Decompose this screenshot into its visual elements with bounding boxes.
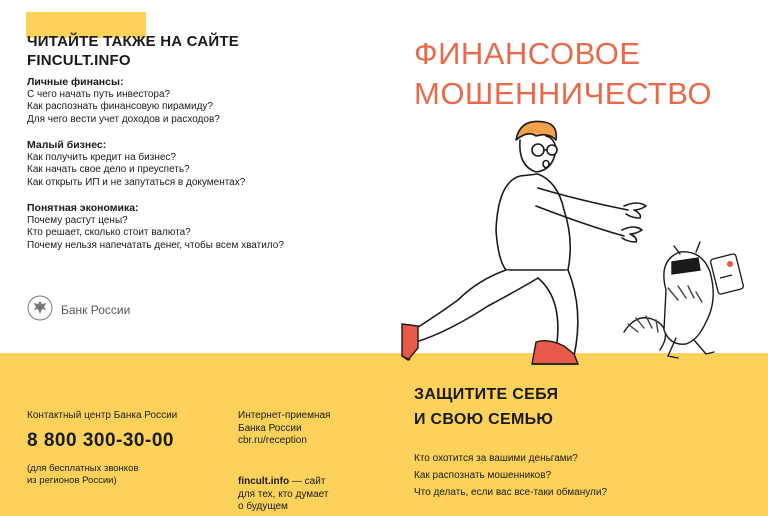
phone-number[interactable]: 8 800 300-30-00 bbox=[27, 430, 174, 451]
list-item: Почему растут цены? bbox=[27, 214, 128, 226]
contact-center-label: Контактный центр Банка России bbox=[27, 410, 178, 421]
fincult-rest3: о будущем bbox=[238, 501, 288, 512]
section-heading: Малый бизнес: bbox=[27, 139, 107, 151]
list-item: Что делать, если вас все-таки обманули? bbox=[414, 487, 608, 498]
list-item: Для чего вести учет доходов и расходов? bbox=[27, 113, 220, 125]
fincult-link[interactable]: fincult.info bbox=[238, 476, 290, 487]
raccoon-figure bbox=[624, 242, 714, 358]
reception-link[interactable]: cbr.ru/reception bbox=[238, 435, 307, 446]
list-item: Как начать свое дело и преуспеть? bbox=[27, 164, 190, 175]
main-title-line2: МОШЕННИЧЕСТВО bbox=[414, 76, 712, 111]
section-heading: Личные финансы: bbox=[27, 76, 124, 88]
fincult-note bbox=[238, 476, 358, 514]
read-more-title bbox=[27, 32, 239, 70]
protect-line2: И СВОЮ СЕМЬЮ bbox=[414, 411, 554, 428]
free-note-line2: из регионов России) bbox=[27, 475, 117, 486]
section-heading: Понятная экономика: bbox=[27, 202, 139, 214]
fincult-rest2: для тех, кто думает bbox=[238, 488, 329, 500]
list-item: Кто решает, сколько стоит валюта? bbox=[27, 227, 191, 238]
read-more-line2: FINCULT.INFO bbox=[27, 52, 131, 69]
protect-heading bbox=[414, 382, 714, 432]
main-title bbox=[414, 34, 712, 114]
list-item: Кто охотится за вашими деньгами? bbox=[414, 453, 578, 464]
list-item: Как получить кредит на бизнес? bbox=[27, 151, 176, 163]
main-title-line1: ФИНАНСОВОЕ bbox=[414, 36, 641, 71]
list-item: С чего начать путь инвестора? bbox=[27, 88, 171, 100]
reception-line2: Банка России bbox=[238, 422, 302, 434]
read-more-line1: ЧИТАЙТЕ ТАКЖЕ НА САЙТЕ bbox=[27, 33, 239, 50]
questions-list bbox=[414, 450, 607, 501]
section-small-business bbox=[27, 139, 245, 189]
man-figure bbox=[410, 121, 646, 356]
free-call-note bbox=[27, 463, 167, 487]
list-item: Как распознать финансовую пирамиду? bbox=[27, 101, 213, 112]
protect-line1: ЗАЩИТИТЕ СЕБЯ bbox=[414, 386, 559, 403]
double-headed-eagle-icon bbox=[27, 295, 53, 324]
bank-card-icon bbox=[710, 253, 744, 294]
free-note-line1: (для бесплатных звонков bbox=[27, 463, 139, 474]
list-item: Как открыть ИП и не запутаться в документах? bbox=[27, 176, 246, 188]
internet-reception bbox=[238, 410, 358, 448]
bank-name: Банк России bbox=[61, 302, 131, 317]
reception-line1: Интернет-приемная bbox=[238, 410, 331, 421]
chase-illustration bbox=[388, 110, 768, 372]
section-personal-finance bbox=[27, 76, 220, 126]
list-item: Почему нельзя напечатать денег, чтобы всем хватило? bbox=[27, 239, 284, 251]
list-item: Как распознать мошенников? bbox=[414, 470, 552, 481]
bank-of-russia-logo bbox=[27, 295, 130, 324]
section-economy bbox=[27, 202, 284, 252]
fincult-rest1: — сайт bbox=[289, 476, 326, 487]
